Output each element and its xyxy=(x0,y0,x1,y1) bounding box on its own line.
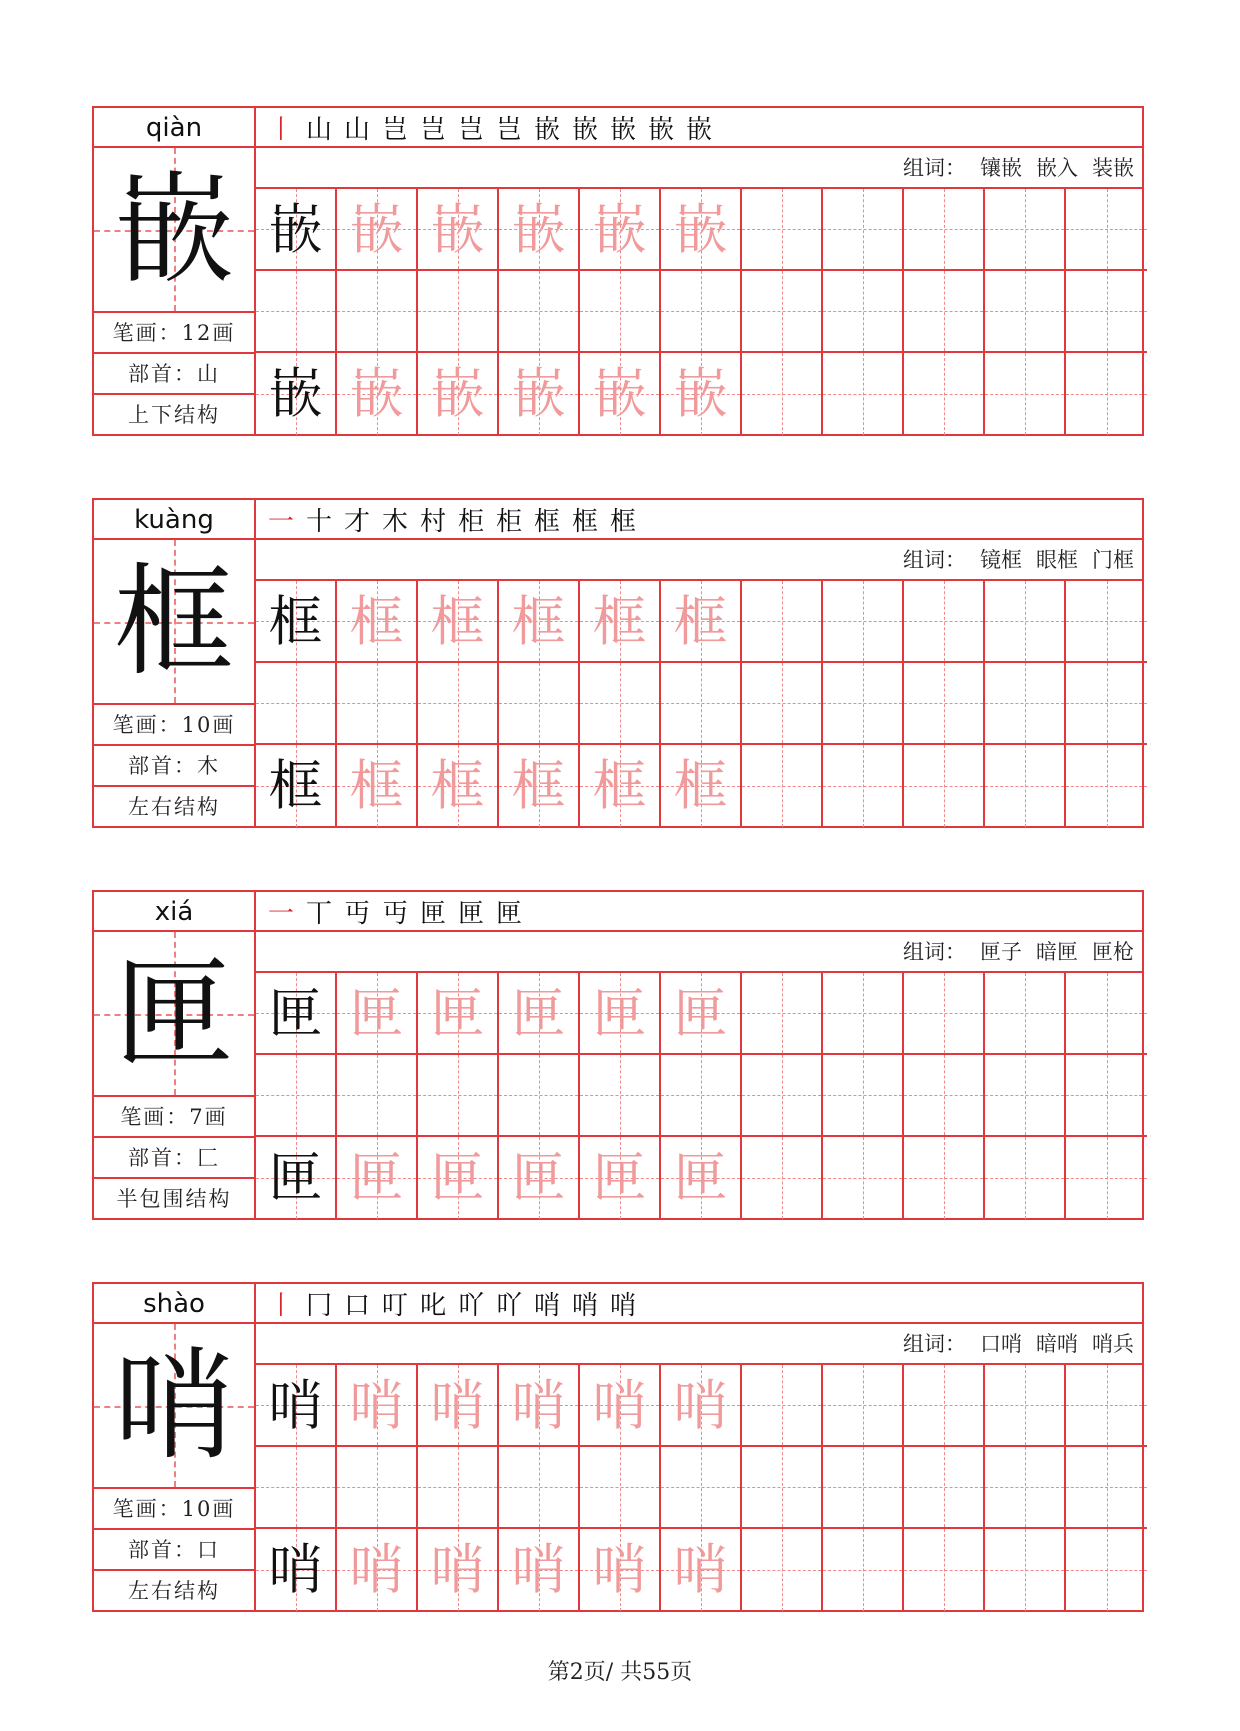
practice-cell[interactable] xyxy=(418,581,499,663)
practice-cell[interactable] xyxy=(742,1529,823,1611)
practice-cell[interactable] xyxy=(418,973,499,1055)
practice-cell[interactable] xyxy=(580,581,661,663)
stroke-step: 山 xyxy=(305,114,332,145)
practice-cell[interactable] xyxy=(985,1137,1066,1219)
practice-cell[interactable] xyxy=(418,663,499,745)
practice-cell[interactable] xyxy=(337,1529,418,1611)
practice-cell[interactable] xyxy=(985,663,1066,745)
practice-cell[interactable] xyxy=(256,973,337,1055)
practice-grid xyxy=(256,1365,1142,1610)
character-info-panel xyxy=(94,1284,256,1610)
stroke-step: 吖 xyxy=(457,1290,484,1321)
practice-cell[interactable] xyxy=(499,1447,580,1529)
stroke-step: 嵌 xyxy=(533,114,560,145)
practice-cell[interactable] xyxy=(742,1447,823,1529)
trace-character: 哨 xyxy=(592,1538,647,1601)
word-examples xyxy=(256,932,1142,973)
practice-cell[interactable] xyxy=(661,745,742,827)
practice-cell[interactable] xyxy=(337,1055,418,1137)
practice-cell[interactable] xyxy=(823,353,904,435)
practice-cell[interactable] xyxy=(256,189,337,271)
trace-character: 哨 xyxy=(349,1538,404,1601)
practice-cell[interactable] xyxy=(661,353,742,435)
practice-cell[interactable] xyxy=(499,1137,580,1219)
character-info-panel xyxy=(94,500,256,826)
model-character: 匣 xyxy=(268,982,323,1045)
trace-character: 嵌 xyxy=(511,198,566,261)
stroke-step: 山 xyxy=(343,114,370,145)
practice-cell[interactable] xyxy=(580,1365,661,1447)
practice-cell[interactable] xyxy=(337,189,418,271)
word-example: 暗哨 xyxy=(1036,1332,1078,1356)
trace-character: 框 xyxy=(511,590,566,653)
character-card xyxy=(92,1282,1144,1612)
stroke-step: 匣 xyxy=(419,898,446,929)
stroke-step: 一 xyxy=(267,898,294,929)
practice-cell[interactable] xyxy=(661,1529,742,1611)
practice-cell[interactable] xyxy=(337,973,418,1055)
practice-cell[interactable] xyxy=(661,1365,742,1447)
practice-cell[interactable] xyxy=(1066,1365,1147,1447)
practice-cell[interactable] xyxy=(418,1365,499,1447)
stroke-step: 吖 xyxy=(495,1290,522,1321)
word-example: 嵌入 xyxy=(1036,156,1078,180)
practice-cell[interactable] xyxy=(337,1365,418,1447)
stroke-step: 匣 xyxy=(457,898,484,929)
practice-cell[interactable] xyxy=(256,1137,337,1219)
trace-character: 框 xyxy=(673,590,728,653)
practice-cell[interactable] xyxy=(742,189,823,271)
practice-cell[interactable] xyxy=(337,581,418,663)
practice-cell[interactable] xyxy=(256,1365,337,1447)
practice-cell[interactable] xyxy=(904,1447,985,1529)
radical-label: 部首：匚 xyxy=(94,1138,254,1179)
practice-cell[interactable] xyxy=(742,581,823,663)
trace-character: 匣 xyxy=(349,982,404,1045)
radical-label: 部首：口 xyxy=(94,1530,254,1571)
practice-cell[interactable] xyxy=(742,973,823,1055)
trace-character: 框 xyxy=(349,590,404,653)
stroke-count-label: 笔画：7画 xyxy=(94,1097,254,1138)
practice-cell[interactable] xyxy=(823,1365,904,1447)
practice-cell[interactable] xyxy=(742,663,823,745)
stroke-step: 嵌 xyxy=(571,114,598,145)
stroke-step: 木 xyxy=(381,506,408,537)
practice-cell[interactable] xyxy=(1066,663,1147,745)
practice-cell[interactable] xyxy=(1066,271,1147,353)
practice-cell[interactable] xyxy=(823,1447,904,1529)
trace-character: 嵌 xyxy=(430,362,485,425)
stroke-order-row xyxy=(256,108,1142,148)
word-example: 装嵌 xyxy=(1092,156,1134,180)
trace-character: 哨 xyxy=(349,1374,404,1437)
word-example: 镜框 xyxy=(980,548,1022,572)
word-example: 镶嵌 xyxy=(980,156,1022,180)
practice-cell[interactable] xyxy=(823,663,904,745)
stroke-step: 岂 xyxy=(381,114,408,145)
stroke-step: 匣 xyxy=(495,898,522,929)
practice-cell[interactable] xyxy=(256,353,337,435)
practice-grid xyxy=(256,581,1142,826)
stroke-step: 才 xyxy=(343,506,370,537)
word-examples-label: 组词： xyxy=(903,940,966,964)
stroke-step: 框 xyxy=(533,506,560,537)
model-character: 嵌 xyxy=(268,362,323,425)
trace-character: 框 xyxy=(430,754,485,817)
practice-cell[interactable] xyxy=(256,581,337,663)
stroke-step: 框 xyxy=(609,506,636,537)
stroke-count-label: 笔画：10画 xyxy=(94,1489,254,1530)
trace-character: 匣 xyxy=(592,982,647,1045)
trace-character: 匣 xyxy=(430,1146,485,1209)
trace-character: 嵌 xyxy=(673,198,728,261)
trace-character: 嵌 xyxy=(349,198,404,261)
practice-cell[interactable] xyxy=(823,973,904,1055)
stroke-order-row xyxy=(256,892,1142,932)
trace-character: 嵌 xyxy=(592,362,647,425)
trace-character: 框 xyxy=(592,590,647,653)
practice-cell[interactable] xyxy=(985,271,1066,353)
practice-cell[interactable] xyxy=(1066,1137,1147,1219)
word-example: 门框 xyxy=(1092,548,1134,572)
practice-cell[interactable] xyxy=(904,271,985,353)
practice-grid xyxy=(256,973,1142,1218)
structure-label: 上下结构 xyxy=(128,403,220,427)
practice-cell[interactable] xyxy=(742,1055,823,1137)
stroke-order-row xyxy=(256,500,1142,540)
practice-cell[interactable] xyxy=(499,189,580,271)
radical-label: 部首：木 xyxy=(94,746,254,787)
structure-label: 左右结构 xyxy=(128,795,220,819)
practice-cell[interactable] xyxy=(580,1447,661,1529)
stroke-step: 柜 xyxy=(495,506,522,537)
stroke-step: 十 xyxy=(305,506,332,537)
word-example: 匣子 xyxy=(980,940,1022,964)
practice-cell[interactable] xyxy=(499,1055,580,1137)
trace-character: 哨 xyxy=(673,1374,728,1437)
practice-cell[interactable] xyxy=(985,1529,1066,1611)
practice-cell[interactable] xyxy=(499,1529,580,1611)
practice-cell[interactable] xyxy=(499,353,580,435)
stroke-step: 岂 xyxy=(419,114,446,145)
word-examples-label: 组词： xyxy=(903,156,966,180)
stroke-step: 丨 xyxy=(267,1290,294,1321)
model-character: 哨 xyxy=(268,1374,323,1437)
word-examples xyxy=(256,148,1142,189)
practice-cell[interactable] xyxy=(1066,973,1147,1055)
stroke-step: 丨 xyxy=(267,114,294,145)
practice-cell[interactable] xyxy=(256,745,337,827)
character-card xyxy=(92,498,1144,828)
practice-cell[interactable] xyxy=(499,745,580,827)
practice-cell[interactable] xyxy=(418,271,499,353)
stroke-step: 口 xyxy=(343,1290,370,1321)
big-character-box xyxy=(94,932,254,1097)
trace-character: 嵌 xyxy=(349,362,404,425)
practice-cell[interactable] xyxy=(742,1365,823,1447)
word-example: 哨兵 xyxy=(1092,1332,1134,1356)
trace-character: 哨 xyxy=(430,1538,485,1601)
practice-cell[interactable] xyxy=(499,1365,580,1447)
practice-cell[interactable] xyxy=(256,1447,337,1529)
practice-cell[interactable] xyxy=(580,663,661,745)
practice-cell[interactable] xyxy=(1066,353,1147,435)
practice-cell[interactable] xyxy=(580,271,661,353)
character-info-panel xyxy=(94,108,256,434)
word-example: 暗匣 xyxy=(1036,940,1078,964)
practice-cell[interactable] xyxy=(823,189,904,271)
model-character: 哨 xyxy=(268,1538,323,1601)
practice-cell[interactable] xyxy=(985,745,1066,827)
practice-cell[interactable] xyxy=(823,271,904,353)
practice-cell[interactable] xyxy=(499,973,580,1055)
structure-label: 半包围结构 xyxy=(116,1187,232,1211)
trace-character: 框 xyxy=(592,754,647,817)
trace-character: 哨 xyxy=(511,1374,566,1437)
trace-character: 嵌 xyxy=(430,198,485,261)
trace-character: 匣 xyxy=(430,982,485,1045)
practice-cell[interactable] xyxy=(904,189,985,271)
practice-cell[interactable] xyxy=(904,1365,985,1447)
character-info-panel xyxy=(94,892,256,1218)
practice-grid xyxy=(256,189,1142,434)
trace-character: 哨 xyxy=(511,1538,566,1601)
stroke-step: 框 xyxy=(571,506,598,537)
practice-cell[interactable] xyxy=(418,745,499,827)
stroke-step: 哨 xyxy=(571,1290,598,1321)
practice-cell[interactable] xyxy=(661,581,742,663)
practice-cell[interactable] xyxy=(337,271,418,353)
practice-cell[interactable] xyxy=(418,1137,499,1219)
trace-character: 嵌 xyxy=(511,362,566,425)
practice-cell[interactable] xyxy=(580,353,661,435)
stroke-step: 岂 xyxy=(457,114,484,145)
pinyin-label: shào xyxy=(94,1284,254,1324)
stroke-step: 一 xyxy=(267,506,294,537)
practice-cell[interactable] xyxy=(337,745,418,827)
word-example: 匣枪 xyxy=(1092,940,1134,964)
stroke-step: 村 xyxy=(419,506,446,537)
practice-cell[interactable] xyxy=(256,271,337,353)
stroke-step: 叱 xyxy=(419,1290,446,1321)
trace-character: 嵌 xyxy=(673,362,728,425)
big-character: 框 xyxy=(114,553,234,692)
pinyin-label: kuàng xyxy=(94,500,254,540)
practice-cell[interactable] xyxy=(499,581,580,663)
practice-cell[interactable] xyxy=(985,1055,1066,1137)
practice-cell[interactable] xyxy=(985,973,1066,1055)
stroke-step: 冂 xyxy=(305,1290,332,1321)
structure-label: 左右结构 xyxy=(128,1579,220,1603)
practice-cell[interactable] xyxy=(823,1137,904,1219)
big-character-box xyxy=(94,540,254,705)
practice-cell[interactable] xyxy=(985,1365,1066,1447)
practice-cell[interactable] xyxy=(742,745,823,827)
practice-cell[interactable] xyxy=(904,1055,985,1137)
stroke-count-label: 笔画：12画 xyxy=(94,313,254,354)
practice-cell[interactable] xyxy=(661,663,742,745)
trace-character: 哨 xyxy=(430,1374,485,1437)
stroke-step: 叮 xyxy=(381,1290,408,1321)
practice-cell[interactable] xyxy=(418,189,499,271)
practice-cell[interactable] xyxy=(661,1137,742,1219)
trace-character: 匣 xyxy=(673,982,728,1045)
stroke-step: 哨 xyxy=(609,1290,636,1321)
practice-cell[interactable] xyxy=(904,581,985,663)
practice-cell[interactable] xyxy=(337,1447,418,1529)
practice-cell[interactable] xyxy=(256,1529,337,1611)
practice-cell[interactable] xyxy=(904,745,985,827)
practice-cell[interactable] xyxy=(1066,189,1147,271)
practice-cell[interactable] xyxy=(580,973,661,1055)
trace-character: 框 xyxy=(511,754,566,817)
practice-cell[interactable] xyxy=(580,189,661,271)
trace-character: 哨 xyxy=(673,1538,728,1601)
practice-cell[interactable] xyxy=(904,1529,985,1611)
big-character-box xyxy=(94,1324,254,1489)
word-examples-label: 组词： xyxy=(903,1332,966,1356)
stroke-step: 嵌 xyxy=(647,114,674,145)
stroke-step: 嵌 xyxy=(609,114,636,145)
practice-cell[interactable] xyxy=(742,1137,823,1219)
trace-character: 匣 xyxy=(592,1146,647,1209)
model-character: 框 xyxy=(268,754,323,817)
radical-label: 部首：山 xyxy=(94,354,254,395)
trace-character: 框 xyxy=(430,590,485,653)
stroke-step: 岂 xyxy=(495,114,522,145)
practice-cell[interactable] xyxy=(580,1137,661,1219)
big-character-box xyxy=(94,148,254,313)
stroke-count-label: 笔画：10画 xyxy=(94,705,254,746)
practice-cell[interactable] xyxy=(985,581,1066,663)
trace-character: 匣 xyxy=(511,1146,566,1209)
practice-cell[interactable] xyxy=(1066,1447,1147,1529)
practice-cell[interactable] xyxy=(823,745,904,827)
practice-cell[interactable] xyxy=(985,353,1066,435)
practice-cell[interactable] xyxy=(1066,1529,1147,1611)
practice-cell[interactable] xyxy=(580,745,661,827)
trace-character: 哨 xyxy=(592,1374,647,1437)
word-examples-label: 组词： xyxy=(903,548,966,572)
word-example: 眼框 xyxy=(1036,548,1078,572)
trace-character: 框 xyxy=(673,754,728,817)
practice-cell[interactable] xyxy=(904,353,985,435)
page-number: 第2页/ 共55页 xyxy=(547,1660,693,1685)
trace-character: 嵌 xyxy=(592,198,647,261)
practice-cell[interactable] xyxy=(661,1055,742,1137)
word-example: 口哨 xyxy=(980,1332,1022,1356)
practice-cell[interactable] xyxy=(661,271,742,353)
practice-cell[interactable] xyxy=(823,1055,904,1137)
practice-cell[interactable] xyxy=(337,1137,418,1219)
practice-cell[interactable] xyxy=(985,1447,1066,1529)
practice-cell[interactable] xyxy=(985,189,1066,271)
word-examples xyxy=(256,1324,1142,1365)
practice-cell[interactable] xyxy=(823,1529,904,1611)
stroke-step: 柜 xyxy=(457,506,484,537)
big-character: 匣 xyxy=(114,945,234,1084)
stroke-step: 哨 xyxy=(533,1290,560,1321)
stroke-step: 丏 xyxy=(343,898,370,929)
practice-cell[interactable] xyxy=(499,271,580,353)
practice-cell[interactable] xyxy=(742,271,823,353)
practice-cell[interactable] xyxy=(742,353,823,435)
stroke-order-row xyxy=(256,1284,1142,1324)
trace-character: 框 xyxy=(349,754,404,817)
practice-cell[interactable] xyxy=(337,353,418,435)
practice-cell[interactable] xyxy=(418,1447,499,1529)
practice-cell[interactable] xyxy=(256,663,337,745)
character-card xyxy=(92,106,1144,436)
practice-cell[interactable] xyxy=(499,663,580,745)
model-character: 匣 xyxy=(268,1146,323,1209)
trace-character: 匣 xyxy=(673,1146,728,1209)
pinyin-label: xiá xyxy=(94,892,254,932)
practice-cell[interactable] xyxy=(580,1055,661,1137)
practice-cell[interactable] xyxy=(1066,581,1147,663)
word-examples xyxy=(256,540,1142,581)
practice-cell[interactable] xyxy=(418,1055,499,1137)
practice-cell[interactable] xyxy=(661,973,742,1055)
practice-cell[interactable] xyxy=(661,189,742,271)
trace-character: 匣 xyxy=(511,982,566,1045)
model-character: 框 xyxy=(268,590,323,653)
trace-character: 匣 xyxy=(349,1146,404,1209)
practice-cell[interactable] xyxy=(337,663,418,745)
stroke-step: 丏 xyxy=(381,898,408,929)
pinyin-label: qiàn xyxy=(94,108,254,148)
practice-cell[interactable] xyxy=(256,1055,337,1137)
practice-cell[interactable] xyxy=(661,1447,742,1529)
practice-cell[interactable] xyxy=(418,1529,499,1611)
practice-cell[interactable] xyxy=(580,1529,661,1611)
big-character: 哨 xyxy=(114,1337,234,1476)
practice-cell[interactable] xyxy=(904,973,985,1055)
practice-cell[interactable] xyxy=(418,353,499,435)
big-character: 嵌 xyxy=(114,161,234,300)
practice-cell[interactable] xyxy=(1066,745,1147,827)
stroke-step: 嵌 xyxy=(685,114,712,145)
model-character: 嵌 xyxy=(268,198,323,261)
character-card xyxy=(92,890,1144,1220)
practice-cell[interactable] xyxy=(904,1137,985,1219)
practice-cell[interactable] xyxy=(1066,1055,1147,1137)
stroke-step: 丅 xyxy=(305,898,332,929)
practice-cell[interactable] xyxy=(823,581,904,663)
practice-cell[interactable] xyxy=(904,663,985,745)
